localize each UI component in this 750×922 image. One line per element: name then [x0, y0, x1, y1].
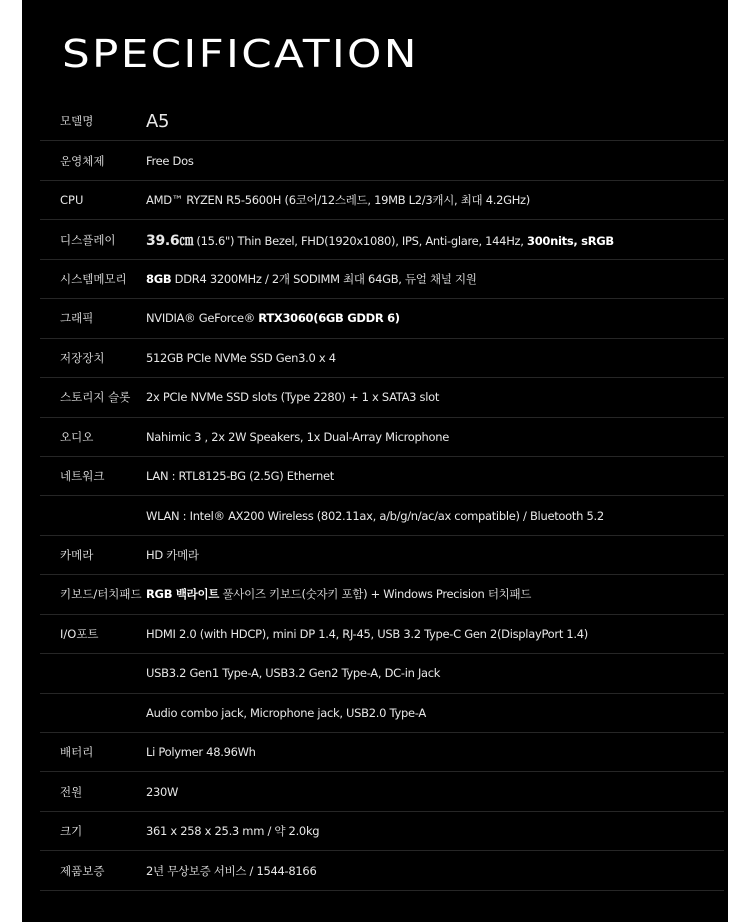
spec-label: 배터리 [60, 745, 94, 760]
spec-row [40, 418, 724, 457]
spec-value [146, 230, 614, 250]
spec-value-segment: 300nits, sRGB [527, 233, 614, 248]
spec-value-segment: WLAN : Intel® AX200 Wireless (802.11ax, a/b/g/n/ac/ax compatible) / Bluetooth 5.2 [146, 508, 604, 523]
spec-label: I/O포트 [60, 626, 99, 641]
spec-row [40, 457, 724, 496]
spec-label: 제품보증 [60, 863, 105, 878]
spec-value [146, 586, 531, 602]
spec-value [146, 469, 334, 483]
spec-label: 크기 [60, 824, 83, 839]
spec-row [40, 496, 724, 535]
page-title: SPECIFICATION [62, 32, 419, 76]
spec-row [40, 733, 724, 772]
spec-value-segment: Li Polymer 48.96Wh [146, 745, 256, 760]
spec-value [146, 430, 449, 444]
spec-row [40, 615, 724, 654]
spec-row [40, 299, 724, 338]
spec-value [146, 666, 440, 680]
spec-value-segment: RGB 백라이트 [146, 587, 220, 602]
spec-row [40, 339, 724, 378]
spec-label: 디스플레이 [60, 232, 116, 247]
spec-label: 키보드/터치패드 [60, 587, 142, 602]
spec-row [40, 812, 724, 851]
spec-row [40, 102, 724, 141]
spec-label: 그래픽 [60, 311, 94, 326]
spec-value [146, 111, 169, 132]
spec-value-segment: 8GB [146, 271, 172, 286]
spec-value [146, 547, 199, 563]
spec-value [146, 706, 426, 720]
spec-row [40, 260, 724, 299]
spec-value-segment: NVIDIA® GeForce® [146, 311, 259, 326]
spec-value-segment: 2x PCIe NVMe SSD slots (Type 2280) + 1 x SATA3 slot [146, 390, 440, 405]
spec-value-segment: 230W [146, 784, 179, 799]
spec-value-segment: USB3.2 Gen1 Type-A, USB3.2 Gen2 Type-A, DC-in Jack [146, 666, 441, 681]
spec-label: 저장장치 [60, 350, 105, 365]
spec-value-segment: LAN : RTL8125-BG (2.5G) Ethernet [146, 469, 334, 484]
spec-value [146, 627, 588, 641]
spec-row [40, 378, 724, 417]
spec-value-segment: DDR4 3200MHz / 2개 SODIMM 최대 64GB, 듀얼 채널 지원 [171, 271, 477, 286]
spec-label: 시스템메모리 [60, 271, 127, 286]
spec-value-segment: AMD™ RYZEN R5-5600H (6코어/12스레드, 19MB L2/3캐시, 최대 4.2GHz) [146, 193, 530, 208]
spec-label: 운영체제 [60, 153, 105, 168]
spec-value-segment: A5 [146, 110, 170, 132]
spec-value-segment: Nahimic 3 , 2x 2W Speakers, 1x Dual-Array Microphone [146, 429, 450, 444]
spec-row [40, 220, 724, 259]
spec-row [40, 181, 724, 220]
spec-value [146, 745, 256, 759]
spec-value [146, 311, 400, 325]
spec-value [146, 154, 194, 168]
spec-label: 전원 [60, 784, 83, 799]
spec-value-segment: RTX3060(6GB GDDR 6) [258, 311, 400, 326]
spec-row [40, 851, 724, 890]
spec-row [40, 694, 724, 733]
spec-value-segment: 512GB PCIe NVMe SSD Gen3.0 x 4 [146, 350, 336, 365]
spec-value-segment: Free Dos [146, 153, 194, 168]
spec-value [146, 351, 336, 365]
spec-value-segment: 2년 무상보증 서비스 / 1544-8166 [146, 863, 317, 878]
spec-value [146, 863, 316, 879]
spec-value-segment: 39.6㎝ [146, 232, 194, 249]
spec-panel [22, 0, 728, 922]
spec-value [146, 823, 319, 839]
spec-row [40, 654, 724, 693]
spec-row [40, 536, 724, 575]
spec-value-segment: (15.6") Thin Bezel, FHD(1920x1080), IPS, Anti-glare, 144Hz, [193, 233, 527, 248]
spec-row [40, 575, 724, 614]
spec-label: CPU [60, 193, 84, 208]
spec-value [146, 785, 178, 799]
spec-label: 모델명 [60, 114, 94, 129]
spec-value [146, 271, 477, 287]
spec-label: 스토리지 슬롯 [60, 390, 131, 405]
spec-label: 네트워크 [60, 469, 105, 484]
spec-value-segment: 361 x 258 x 25.3 mm / 약 2.0kg [146, 824, 320, 839]
spec-value-segment: HDMI 2.0 (with HDCP), mini DP 1.4, RJ-45, USB 3.2 Type-C Gen 2(DisplayPort 1.4) [146, 626, 588, 641]
spec-row [40, 772, 724, 811]
spec-value-segment: 풀사이즈 키보드(숫자키 포함) + Windows Precision 터치패드 [219, 587, 532, 602]
spec-value [146, 192, 530, 208]
spec-value [146, 509, 604, 523]
spec-label: 오디오 [60, 429, 94, 444]
spec-value [146, 390, 439, 404]
spec-value-segment: HD 카메라 [146, 548, 199, 563]
spec-row [40, 141, 724, 180]
spec-label: 카메라 [60, 548, 94, 563]
spec-value-segment: Audio combo jack, Microphone jack, USB2.0 Type-A [146, 705, 426, 720]
spec-table [40, 102, 724, 891]
